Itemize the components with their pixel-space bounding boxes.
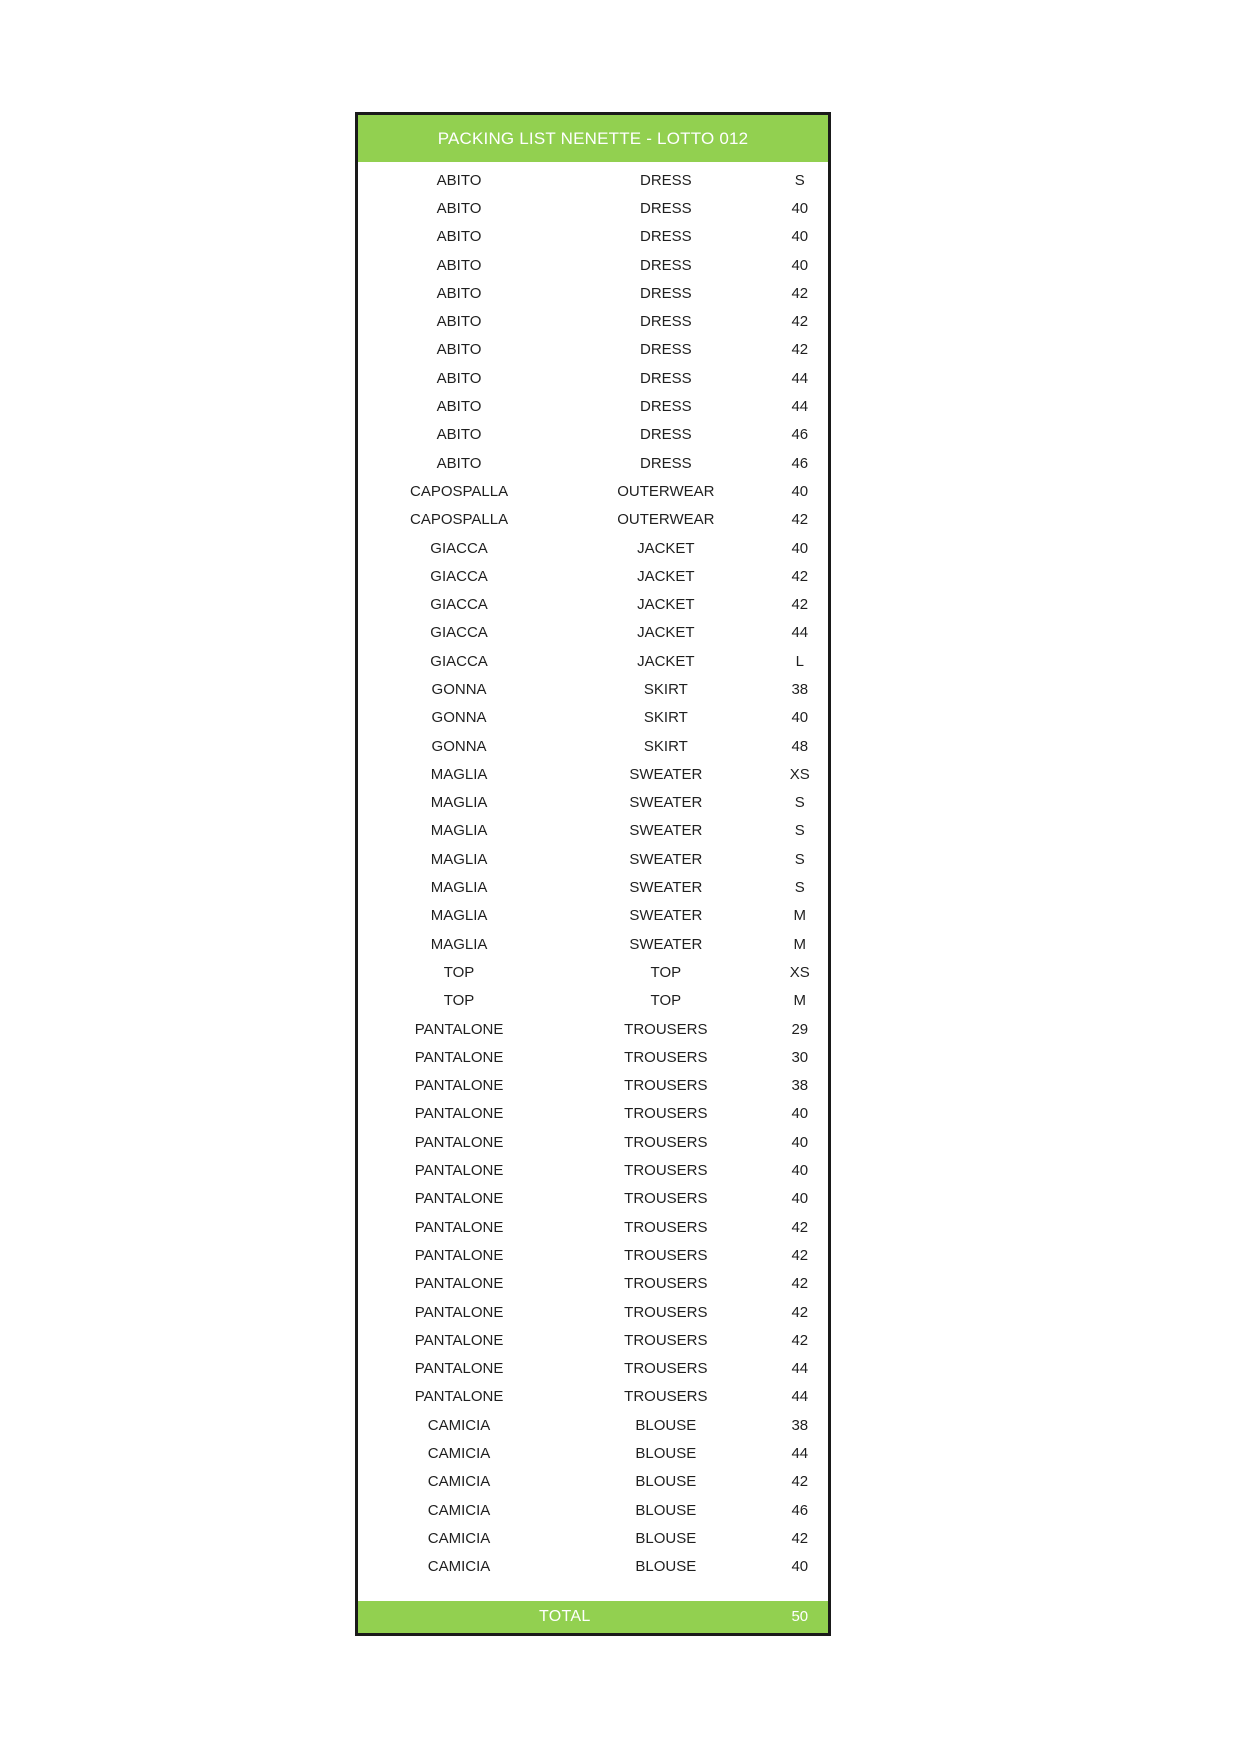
item-name-it: PANTALONE bbox=[414, 1162, 504, 1180]
item-size: 46 bbox=[791, 1501, 809, 1519]
item-name-en: TROUSERS bbox=[624, 1246, 708, 1264]
item-name-it: GIACCA bbox=[430, 567, 488, 585]
item-name-it: PANTALONE bbox=[414, 1133, 504, 1151]
table-row bbox=[358, 704, 828, 732]
item-size: 46 bbox=[791, 426, 809, 444]
table-row bbox=[358, 1270, 828, 1298]
table-row bbox=[358, 223, 828, 251]
item-size: XS bbox=[789, 765, 810, 783]
item-size: 42 bbox=[791, 1275, 809, 1293]
item-size: 44 bbox=[791, 369, 809, 387]
table-row bbox=[358, 477, 828, 505]
item-size: 42 bbox=[791, 313, 809, 331]
item-name-it: TOP bbox=[443, 963, 475, 981]
table-row bbox=[358, 1496, 828, 1524]
item-name-en: DRESS bbox=[640, 256, 692, 274]
item-name-it: PANTALONE bbox=[414, 1105, 504, 1123]
item-name-en: DRESS bbox=[640, 398, 692, 416]
item-name-en: DRESS bbox=[640, 341, 692, 359]
item-name-it: PANTALONE bbox=[414, 1331, 504, 1349]
item-name-it: ABITO bbox=[436, 256, 482, 274]
total-value: 50 bbox=[791, 1608, 809, 1626]
item-size: 42 bbox=[791, 1529, 809, 1547]
item-size: 29 bbox=[791, 1020, 809, 1038]
item-name-en: TROUSERS bbox=[624, 1020, 708, 1038]
item-name-it: PANTALONE bbox=[414, 1048, 504, 1066]
item-name-en: JACKET bbox=[637, 539, 695, 557]
table-row bbox=[358, 307, 828, 335]
table-row bbox=[358, 336, 828, 364]
item-size: S bbox=[794, 171, 805, 189]
item-name-it: GONNA bbox=[431, 737, 487, 755]
item-name-it: PANTALONE bbox=[414, 1077, 504, 1095]
item-name-it: MAGLIA bbox=[430, 822, 488, 840]
item-name-en: TOP bbox=[650, 992, 682, 1010]
table-row bbox=[358, 1524, 828, 1552]
item-name-it: MAGLIA bbox=[430, 794, 488, 812]
item-name-it: CAMICIA bbox=[427, 1473, 491, 1491]
item-size: 44 bbox=[791, 1360, 809, 1378]
item-name-en: TROUSERS bbox=[624, 1077, 708, 1095]
item-name-it: ABITO bbox=[436, 171, 482, 189]
item-name-it: ABITO bbox=[436, 398, 482, 416]
table-row bbox=[358, 421, 828, 449]
item-name-it: CAMICIA bbox=[427, 1558, 491, 1576]
item-name-en: BLOUSE bbox=[635, 1501, 697, 1519]
item-name-it: PANTALONE bbox=[414, 1275, 504, 1293]
item-size: 44 bbox=[791, 1388, 809, 1406]
table-row bbox=[358, 1156, 828, 1184]
item-name-it: PANTALONE bbox=[414, 1020, 504, 1038]
item-name-it: GONNA bbox=[431, 680, 487, 698]
item-name-en: SKIRT bbox=[643, 737, 688, 755]
item-name-it: ABITO bbox=[436, 454, 482, 472]
item-name-en: JACKET bbox=[637, 652, 695, 670]
item-size: 40 bbox=[791, 199, 809, 217]
item-name-en: TOP bbox=[650, 963, 682, 981]
item-size: 42 bbox=[791, 511, 809, 529]
item-name-en: DRESS bbox=[640, 454, 692, 472]
table-row bbox=[358, 1241, 828, 1269]
item-size: 42 bbox=[791, 596, 809, 614]
table-row bbox=[358, 873, 828, 901]
item-size: L bbox=[795, 652, 804, 670]
table-row bbox=[358, 902, 828, 930]
item-size: S bbox=[794, 794, 805, 812]
item-size: 42 bbox=[791, 1218, 809, 1236]
item-name-en: DRESS bbox=[640, 284, 692, 302]
item-size: 30 bbox=[791, 1048, 809, 1066]
item-size: M bbox=[793, 907, 807, 925]
item-size: S bbox=[794, 850, 805, 868]
item-name-en: TROUSERS bbox=[624, 1162, 708, 1180]
table-row bbox=[358, 1354, 828, 1382]
table-row bbox=[358, 732, 828, 760]
item-size: 42 bbox=[791, 341, 809, 359]
table-row bbox=[358, 760, 828, 788]
item-name-en: TROUSERS bbox=[624, 1218, 708, 1236]
item-size: 42 bbox=[791, 1331, 809, 1349]
item-size: 42 bbox=[791, 567, 809, 585]
table-row bbox=[358, 1185, 828, 1213]
item-name-en: TROUSERS bbox=[624, 1360, 708, 1378]
table-row bbox=[358, 1439, 828, 1467]
item-name-en: BLOUSE bbox=[635, 1473, 697, 1491]
table-row bbox=[358, 675, 828, 703]
item-size: 40 bbox=[791, 1162, 809, 1180]
item-name-it: ABITO bbox=[436, 369, 482, 387]
item-size: 38 bbox=[791, 680, 809, 698]
item-name-en: JACKET bbox=[637, 596, 695, 614]
item-size: 44 bbox=[791, 398, 809, 416]
item-size: 44 bbox=[791, 1445, 809, 1462]
item-name-it: PANTALONE bbox=[414, 1218, 504, 1236]
footer-gap bbox=[358, 1581, 828, 1601]
item-size: M bbox=[793, 992, 807, 1010]
item-size: S bbox=[794, 822, 805, 840]
table-row bbox=[358, 647, 828, 675]
table-row bbox=[358, 619, 828, 647]
item-name-it: ABITO bbox=[436, 228, 482, 246]
item-name-en: SKIRT bbox=[643, 680, 688, 698]
item-name-it: PANTALONE bbox=[414, 1190, 504, 1208]
item-name-it: MAGLIA bbox=[430, 850, 488, 868]
table-row bbox=[358, 1553, 828, 1581]
item-size: 40 bbox=[791, 1558, 809, 1576]
item-size: 38 bbox=[791, 1077, 809, 1095]
item-name-en: SWEATER bbox=[629, 850, 703, 868]
table-row bbox=[358, 1468, 828, 1496]
table-row bbox=[358, 930, 828, 958]
item-name-en: TROUSERS bbox=[624, 1388, 708, 1406]
item-name-it: TOP bbox=[443, 992, 475, 1010]
item-name-en: JACKET bbox=[637, 624, 695, 642]
table-row bbox=[358, 817, 828, 845]
item-size: S bbox=[794, 879, 805, 897]
item-name-en: BLOUSE bbox=[635, 1558, 697, 1576]
item-name-en: BLOUSE bbox=[635, 1529, 697, 1547]
item-name-en: TROUSERS bbox=[624, 1275, 708, 1293]
table-row bbox=[358, 194, 828, 222]
item-name-it: PANTALONE bbox=[414, 1360, 504, 1378]
item-size: 38 bbox=[791, 1416, 809, 1434]
item-size: XS bbox=[789, 963, 810, 981]
item-name-en: TROUSERS bbox=[624, 1105, 708, 1123]
item-name-en: SWEATER bbox=[629, 935, 703, 953]
item-name-it: CAMICIA bbox=[427, 1416, 491, 1434]
item-name-it: PANTALONE bbox=[414, 1303, 504, 1321]
item-size: M bbox=[793, 935, 807, 953]
item-name-en: TROUSERS bbox=[624, 1190, 708, 1208]
item-name-it: ABITO bbox=[436, 199, 482, 217]
item-name-en: TROUSERS bbox=[624, 1133, 708, 1151]
item-size: 40 bbox=[791, 1190, 809, 1208]
total-row bbox=[358, 1601, 828, 1633]
item-name-it: CAPOSPALLA bbox=[409, 482, 509, 500]
item-name-en: BLOUSE bbox=[635, 1416, 697, 1434]
item-name-en: SWEATER bbox=[629, 879, 703, 897]
item-name-en: DRESS bbox=[640, 199, 692, 217]
item-name-it: MAGLIA bbox=[430, 879, 488, 897]
table-body bbox=[358, 162, 828, 1581]
table-row bbox=[358, 590, 828, 618]
item-name-it: GIACCA bbox=[430, 596, 488, 614]
item-name-en: BLOUSE bbox=[635, 1445, 697, 1462]
item-size: 40 bbox=[791, 1105, 809, 1123]
item-size: 40 bbox=[791, 482, 809, 500]
table-row bbox=[358, 845, 828, 873]
item-name-en: SWEATER bbox=[629, 907, 703, 925]
item-size: 42 bbox=[791, 1246, 809, 1264]
table-row bbox=[358, 958, 828, 986]
item-name-it: ABITO bbox=[436, 426, 482, 444]
table-row bbox=[358, 166, 828, 194]
item-name-en: TROUSERS bbox=[624, 1303, 708, 1321]
item-name-it: CAMICIA bbox=[427, 1445, 491, 1462]
item-name-en: SWEATER bbox=[629, 822, 703, 840]
table-row bbox=[358, 449, 828, 477]
table-row bbox=[358, 364, 828, 392]
table-row bbox=[358, 1100, 828, 1128]
item-name-it: GONNA bbox=[431, 709, 487, 727]
item-name-en: SKIRT bbox=[643, 709, 688, 727]
item-name-en: JACKET bbox=[637, 567, 695, 585]
item-size: 46 bbox=[791, 454, 809, 472]
table-row bbox=[358, 987, 828, 1015]
table-row bbox=[358, 1072, 828, 1100]
item-size: 40 bbox=[791, 709, 809, 727]
item-size: 40 bbox=[791, 1133, 809, 1151]
item-size: 40 bbox=[791, 256, 809, 274]
item-name-it: MAGLIA bbox=[430, 907, 488, 925]
table-row bbox=[358, 251, 828, 279]
item-name-it: PANTALONE bbox=[414, 1246, 504, 1264]
item-name-it: ABITO bbox=[436, 313, 482, 331]
item-size: 40 bbox=[791, 539, 809, 557]
item-size: 42 bbox=[791, 284, 809, 302]
item-name-en: TROUSERS bbox=[624, 1048, 708, 1066]
item-name-it: CAMICIA bbox=[427, 1529, 491, 1547]
item-name-en: OUTERWEAR bbox=[617, 482, 715, 500]
item-size: 42 bbox=[791, 1473, 809, 1491]
item-name-it: MAGLIA bbox=[430, 935, 488, 953]
table-row bbox=[358, 1298, 828, 1326]
item-name-en: DRESS bbox=[640, 228, 692, 246]
item-name-it: CAMICIA bbox=[427, 1501, 491, 1519]
item-name-it: PANTALONE bbox=[414, 1388, 504, 1406]
item-name-it: ABITO bbox=[436, 341, 482, 359]
table-row bbox=[358, 392, 828, 420]
item-size: 42 bbox=[791, 1303, 809, 1321]
item-name-en: DRESS bbox=[640, 369, 692, 387]
item-name-it: GIACCA bbox=[430, 539, 488, 557]
item-size: 48 bbox=[791, 737, 809, 755]
item-name-en: DRESS bbox=[640, 313, 692, 331]
table-row bbox=[358, 1411, 828, 1439]
item-name-en: OUTERWEAR bbox=[617, 511, 715, 529]
item-name-en: DRESS bbox=[640, 171, 692, 189]
table-row bbox=[358, 1383, 828, 1411]
item-name-it: ABITO bbox=[436, 284, 482, 302]
item-name-en: TROUSERS bbox=[624, 1331, 708, 1349]
item-name-it: CAPOSPALLA bbox=[409, 511, 509, 529]
table-title: PACKING LIST NENETTE - LOTTO 012 bbox=[358, 115, 828, 162]
table-row bbox=[358, 1043, 828, 1071]
total-label: TOTAL bbox=[539, 1607, 591, 1625]
table-row bbox=[358, 562, 828, 590]
table-row bbox=[358, 1326, 828, 1354]
packing-list-table bbox=[355, 112, 831, 1636]
item-name-en: DRESS bbox=[640, 426, 692, 444]
item-size: 44 bbox=[791, 624, 809, 642]
item-name-it: MAGLIA bbox=[430, 765, 488, 783]
item-name-it: GIACCA bbox=[430, 652, 488, 670]
item-size: 40 bbox=[791, 228, 809, 246]
item-name-it: GIACCA bbox=[430, 624, 488, 642]
table-row bbox=[358, 1128, 828, 1156]
table-row bbox=[358, 1015, 828, 1043]
table-row bbox=[358, 1213, 828, 1241]
item-name-en: SWEATER bbox=[629, 765, 703, 783]
table-row bbox=[358, 279, 828, 307]
table-row bbox=[358, 534, 828, 562]
table-row bbox=[358, 789, 828, 817]
table-row bbox=[358, 506, 828, 534]
item-name-en: SWEATER bbox=[629, 794, 703, 812]
